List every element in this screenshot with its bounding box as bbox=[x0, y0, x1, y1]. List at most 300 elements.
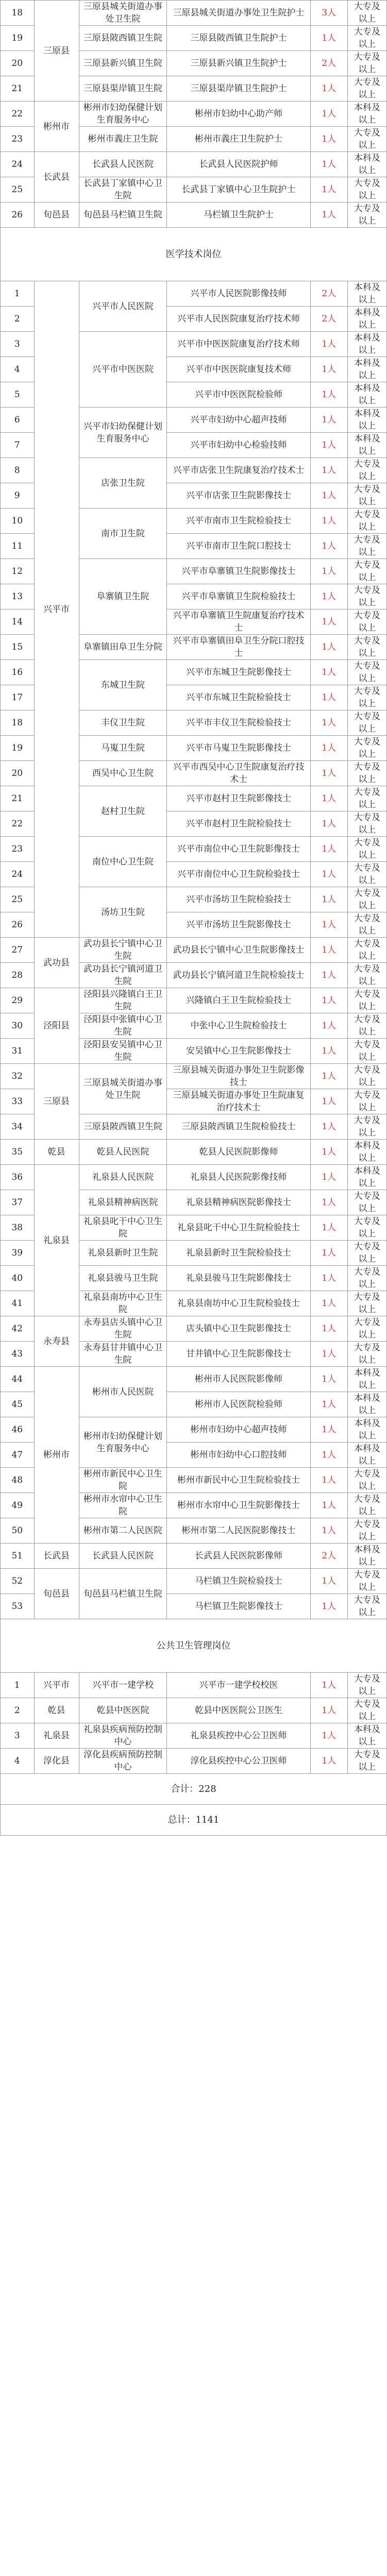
row-number: 4 bbox=[1, 1749, 35, 1774]
post-cell: 三原县城关街道办事处卫生院护士 bbox=[167, 1, 310, 26]
unit-cell: 礼泉县精神病医院 bbox=[79, 1190, 167, 1215]
unit-cell: 泾阳县兴隆镇白王卫生院 bbox=[79, 988, 167, 1013]
row-number: 8 bbox=[1, 458, 35, 483]
unit-cell: 彬州市新民中心卫生院 bbox=[79, 1468, 167, 1493]
row-number: 1 bbox=[1, 281, 35, 307]
row-number: 3 bbox=[1, 332, 35, 357]
headcount-cell: 1人 bbox=[310, 1367, 347, 1392]
row-number: 51 bbox=[1, 1544, 35, 1569]
post-cell: 彬州市人民医院检验师 bbox=[167, 1392, 310, 1417]
county-cell: 乾县 bbox=[34, 1140, 79, 1165]
education-cell: 本科及以上 bbox=[347, 357, 386, 382]
education-cell: 大专及以上 bbox=[347, 1468, 386, 1493]
table-row bbox=[1, 938, 387, 963]
post-cell: 三原县陂西镇卫生院护士 bbox=[167, 26, 310, 51]
county-cell: 彬州市 bbox=[34, 101, 79, 152]
education-cell: 本科及以上 bbox=[347, 1140, 386, 1165]
post-cell: 兴平市丰仪卫生院检验技士 bbox=[167, 710, 310, 736]
row-number: 40 bbox=[1, 1266, 35, 1291]
headcount-cell: 1人 bbox=[310, 534, 347, 559]
education-cell: 大专及以上 bbox=[347, 862, 386, 887]
post-cell: 马栏镇卫生院检验技士 bbox=[167, 1569, 310, 1594]
headcount-cell: 1人 bbox=[310, 177, 347, 202]
education-cell: 本科及以上 bbox=[347, 332, 386, 357]
row-number: 7 bbox=[1, 433, 35, 458]
education-cell: 大专及以上 bbox=[347, 1013, 386, 1039]
row-number: 13 bbox=[1, 584, 35, 609]
county-cell: 兴平市 bbox=[34, 1673, 79, 1698]
headcount-cell: 1人 bbox=[310, 483, 347, 509]
headcount-cell: 1人 bbox=[310, 887, 347, 912]
headcount-cell: 1人 bbox=[310, 685, 347, 710]
headcount-cell: 1人 bbox=[310, 1114, 347, 1140]
row-number: 21 bbox=[1, 786, 35, 811]
education-cell: 大专及以上 bbox=[347, 837, 386, 862]
education-cell: 大专及以上 bbox=[347, 1698, 386, 1723]
post-cell: 兴平市南位中心卫生院检验技士 bbox=[167, 862, 310, 887]
headcount-cell: 1人 bbox=[310, 1140, 347, 1165]
education-cell: 大专及以上 bbox=[347, 811, 386, 837]
row-number: 2 bbox=[1, 1698, 35, 1723]
post-cell: 马栏镇卫生院影像技士 bbox=[167, 1594, 310, 1619]
post-cell: 礼泉县新时卫生院检验技士 bbox=[167, 1241, 310, 1266]
row-number: 47 bbox=[1, 1443, 35, 1468]
row-number: 25 bbox=[1, 177, 35, 202]
section-header-row bbox=[1, 228, 387, 281]
education-cell: 大专及以上 bbox=[347, 1114, 386, 1140]
headcount-cell: 1人 bbox=[310, 332, 347, 357]
unit-cell: 马嵬卫生院 bbox=[79, 736, 167, 761]
row-number: 53 bbox=[1, 1594, 35, 1619]
education-cell: 大专及以上 bbox=[347, 988, 386, 1013]
row-number: 44 bbox=[1, 1367, 35, 1392]
post-cell: 彬州市水帘中心卫生院影像技士 bbox=[167, 1493, 310, 1518]
post-cell: 兴平市东城卫生院影像技士 bbox=[167, 660, 310, 685]
subtotal-row bbox=[1, 1774, 387, 1805]
post-cell: 兴平市赵村卫生院影像技士 bbox=[167, 786, 310, 811]
headcount-cell: 2人 bbox=[310, 281, 347, 307]
row-number: 32 bbox=[1, 1064, 35, 1089]
education-cell: 大专及以上 bbox=[347, 685, 386, 710]
table-row bbox=[1, 281, 387, 307]
county-cell: 旬邑县 bbox=[34, 1569, 79, 1619]
post-cell: 兴平市汤坊卫生院检验技士 bbox=[167, 887, 310, 912]
subtotal-row-text: 合计：228 bbox=[1, 1774, 387, 1805]
table-row bbox=[1, 152, 387, 177]
table-row bbox=[1, 1698, 387, 1723]
education-cell: 大专及以上 bbox=[347, 635, 386, 660]
post-cell: 兴平市中医医院康复技术师 bbox=[167, 357, 310, 382]
county-cell: 旬邑县 bbox=[34, 202, 79, 228]
post-cell: 长武县人民医院影像师 bbox=[167, 1544, 310, 1569]
row-number: 11 bbox=[1, 534, 35, 559]
unit-cell: 彬州市妇幼保健计划生育服务中心 bbox=[79, 1417, 167, 1468]
unit-cell: 西吴中心卫生院 bbox=[79, 761, 167, 786]
unit-cell: 阜寨镇卫生院 bbox=[79, 559, 167, 635]
headcount-cell: 1人 bbox=[310, 635, 347, 660]
post-cell: 兴平市中医医院检验师 bbox=[167, 382, 310, 408]
unit-cell: 兴平市一建学校 bbox=[79, 1673, 167, 1698]
post-cell: 彬州市新民中心卫生院检验技士 bbox=[167, 1468, 310, 1493]
post-cell: 兴平市妇幼中心超声技师 bbox=[167, 408, 310, 433]
row-number: 36 bbox=[1, 1165, 35, 1190]
row-number: 16 bbox=[1, 660, 35, 685]
table-row bbox=[1, 1165, 387, 1190]
row-number: 46 bbox=[1, 1417, 35, 1443]
headcount-cell: 1人 bbox=[310, 1165, 347, 1190]
education-cell: 大专及以上 bbox=[347, 458, 386, 483]
row-number: 43 bbox=[1, 1342, 35, 1367]
education-cell: 大专及以上 bbox=[347, 1, 386, 26]
headcount-cell: 1人 bbox=[310, 1518, 347, 1544]
row-number: 27 bbox=[1, 938, 35, 963]
headcount-cell: 1人 bbox=[310, 1039, 347, 1064]
unit-cell: 三原县城关街道办事处卫生院 bbox=[79, 1, 167, 26]
row-number: 2 bbox=[1, 307, 35, 332]
education-cell: 大专及以上 bbox=[347, 736, 386, 761]
total-row bbox=[1, 1805, 387, 1836]
education-cell: 大专及以上 bbox=[347, 202, 386, 228]
headcount-cell: 1人 bbox=[310, 152, 347, 177]
headcount-cell: 1人 bbox=[310, 609, 347, 635]
education-cell: 大专及以上 bbox=[347, 509, 386, 534]
education-cell: 大专及以上 bbox=[347, 963, 386, 988]
row-number: 33 bbox=[1, 1089, 35, 1114]
post-cell: 安吴镇中心卫生院影像技士 bbox=[167, 1039, 310, 1064]
row-number: 18 bbox=[1, 1, 35, 26]
post-cell: 兴平市东城卫生院检验技士 bbox=[167, 685, 310, 710]
row-number: 10 bbox=[1, 509, 35, 534]
unit-cell: 东城卫生院 bbox=[79, 660, 167, 710]
headcount-cell: 2人 bbox=[310, 51, 347, 76]
row-number: 24 bbox=[1, 152, 35, 177]
table-row bbox=[1, 1316, 387, 1342]
county-cell: 永寿县 bbox=[34, 1316, 79, 1367]
unit-cell: 礼泉县骏马卫生院 bbox=[79, 1266, 167, 1291]
education-cell: 大专及以上 bbox=[347, 76, 386, 101]
unit-cell: 长武县人民医院 bbox=[79, 152, 167, 177]
table-row bbox=[1, 202, 387, 228]
county-cell: 礼泉县 bbox=[34, 1165, 79, 1316]
row-number: 37 bbox=[1, 1190, 35, 1215]
education-cell: 大专及以上 bbox=[347, 660, 386, 685]
headcount-cell: 1人 bbox=[310, 710, 347, 736]
headcount-cell: 3人 bbox=[310, 1, 347, 26]
unit-cell: 彬州市第二人民医院 bbox=[79, 1518, 167, 1544]
unit-cell: 彬州市人民医院 bbox=[79, 1367, 167, 1417]
education-cell: 本科及以上 bbox=[347, 1367, 386, 1392]
row-number: 15 bbox=[1, 635, 35, 660]
education-cell: 大专及以上 bbox=[347, 1493, 386, 1518]
headcount-cell: 1人 bbox=[310, 127, 347, 152]
headcount-cell: 1人 bbox=[310, 1291, 347, 1316]
unit-cell: 兴平市中医医院 bbox=[79, 332, 167, 408]
headcount-cell: 1人 bbox=[310, 26, 347, 51]
education-cell: 大专及以上 bbox=[347, 761, 386, 786]
row-number: 21 bbox=[1, 76, 35, 101]
unit-cell: 彬州市水帘中心卫生院 bbox=[79, 1493, 167, 1518]
post-cell: 长武县丁家镇中心卫生院护士 bbox=[167, 177, 310, 202]
row-number: 20 bbox=[1, 761, 35, 786]
post-cell: 兴平市妇幼中心检验技师 bbox=[167, 433, 310, 458]
post-cell: 礼泉县骏马卫生院影像技士 bbox=[167, 1266, 310, 1291]
headcount-cell: 1人 bbox=[310, 1468, 347, 1493]
row-number: 19 bbox=[1, 26, 35, 51]
headcount-cell: 1人 bbox=[310, 938, 347, 963]
education-cell: 本科及以上 bbox=[347, 1443, 386, 1468]
unit-cell: 汤坊卫生院 bbox=[79, 887, 167, 938]
table-row bbox=[1, 1569, 387, 1594]
education-cell: 大专及以上 bbox=[347, 1190, 386, 1215]
unit-cell: 南位中心卫生院 bbox=[79, 837, 167, 887]
headcount-cell: 1人 bbox=[310, 912, 347, 938]
unit-cell: 礼泉县南坊中心卫生院 bbox=[79, 1291, 167, 1316]
education-cell: 大专及以上 bbox=[347, 1316, 386, 1342]
unit-cell: 乾县人民医院 bbox=[79, 1140, 167, 1165]
row-number: 30 bbox=[1, 1013, 35, 1039]
unit-cell: 武功县长宁镇河道卫生院 bbox=[79, 963, 167, 988]
post-cell: 乾县中医医院公卫医生 bbox=[167, 1698, 310, 1723]
headcount-cell: 1人 bbox=[310, 988, 347, 1013]
post-cell: 彬州市妇幼中心超声技师 bbox=[167, 1417, 310, 1443]
post-cell: 兴隆镇白王卫生院检验技士 bbox=[167, 988, 310, 1013]
education-cell: 大专及以上 bbox=[347, 786, 386, 811]
row-number: 26 bbox=[1, 912, 35, 938]
headcount-cell: 1人 bbox=[310, 811, 347, 837]
post-cell: 三原县陂西镇卫生院检验技士 bbox=[167, 1114, 310, 1140]
post-cell: 乾县人民医院影像师 bbox=[167, 1140, 310, 1165]
headcount-cell: 2人 bbox=[310, 307, 347, 332]
headcount-cell: 1人 bbox=[310, 1241, 347, 1266]
post-cell: 兴平市汤坊卫生院影像技士 bbox=[167, 912, 310, 938]
education-cell: 大专及以上 bbox=[347, 1749, 386, 1774]
county-cell: 长武县 bbox=[34, 1544, 79, 1569]
education-cell: 本科及以上 bbox=[347, 307, 386, 332]
headcount-cell: 1人 bbox=[310, 1392, 347, 1417]
unit-cell: 丰仪卫生院 bbox=[79, 710, 167, 736]
section-header-row bbox=[1, 1619, 387, 1673]
headcount-cell: 1人 bbox=[310, 736, 347, 761]
headcount-cell: 1人 bbox=[310, 862, 347, 887]
unit-cell: 泾阳县安吴镇中心卫生院 bbox=[79, 1039, 167, 1064]
headcount-cell: 1人 bbox=[310, 1013, 347, 1039]
post-cell: 甘井镇中心卫生院影像技士 bbox=[167, 1342, 310, 1367]
post-cell: 兴平市南位中心卫生院影像技士 bbox=[167, 837, 310, 862]
education-cell: 大专及以上 bbox=[347, 1089, 386, 1114]
row-number: 24 bbox=[1, 862, 35, 887]
post-cell: 礼泉县疾控中心公卫医师 bbox=[167, 1723, 310, 1749]
headcount-cell: 1人 bbox=[310, 1723, 347, 1749]
education-cell: 大专及以上 bbox=[347, 1266, 386, 1291]
post-cell: 礼泉县精神病医院影像技士 bbox=[167, 1190, 310, 1215]
headcount-cell: 1人 bbox=[310, 837, 347, 862]
section-title: 公共卫生管理岗位 bbox=[1, 1619, 387, 1673]
row-number: 42 bbox=[1, 1316, 35, 1342]
post-cell: 兴平市阜寨镇卫生院检验技士 bbox=[167, 584, 310, 609]
unit-cell: 旬邑县马栏镇卫生院 bbox=[79, 202, 167, 228]
post-cell: 兴平市一建学校校医 bbox=[167, 1673, 310, 1698]
row-number: 34 bbox=[1, 1114, 35, 1140]
row-number: 9 bbox=[1, 483, 35, 509]
unit-cell: 三原县城关街道办事处卫生院 bbox=[79, 1064, 167, 1114]
headcount-cell: 1人 bbox=[310, 509, 347, 534]
education-cell: 大专及以上 bbox=[347, 127, 386, 152]
headcount-cell: 1人 bbox=[310, 1673, 347, 1698]
headcount-cell: 1人 bbox=[310, 963, 347, 988]
county-cell: 三原县 bbox=[34, 1064, 79, 1140]
post-cell: 彬州市義庄卫生院护士 bbox=[167, 127, 310, 152]
headcount-cell: 1人 bbox=[310, 458, 347, 483]
education-cell: 大专及以上 bbox=[347, 609, 386, 635]
row-number: 12 bbox=[1, 559, 35, 584]
post-cell: 兴平市南市卫生院检验技士 bbox=[167, 509, 310, 534]
unit-cell: 三原县陂西镇卫生院 bbox=[79, 26, 167, 51]
total-row-text: 总计：1141 bbox=[1, 1805, 387, 1836]
unit-cell: 乾县中医医院 bbox=[79, 1698, 167, 1723]
education-cell: 大专及以上 bbox=[347, 559, 386, 584]
post-cell: 彬州市妇幼中心口腔技师 bbox=[167, 1443, 310, 1468]
education-cell: 大专及以上 bbox=[347, 1291, 386, 1316]
education-cell: 本科及以上 bbox=[347, 281, 386, 307]
unit-cell: 兴平市人民医院 bbox=[79, 281, 167, 332]
row-number: 19 bbox=[1, 736, 35, 761]
unit-cell: 淳化县疾病预防控制中心 bbox=[79, 1749, 167, 1774]
row-number: 25 bbox=[1, 887, 35, 912]
row-number: 45 bbox=[1, 1392, 35, 1417]
table-row bbox=[1, 1064, 387, 1089]
headcount-cell: 1人 bbox=[310, 101, 347, 127]
unit-cell: 彬州市義庄卫生院 bbox=[79, 127, 167, 152]
row-number: 1 bbox=[1, 1673, 35, 1698]
headcount-cell: 1人 bbox=[310, 1215, 347, 1241]
table-row bbox=[1, 1749, 387, 1774]
table-row bbox=[1, 1544, 387, 1569]
table-row bbox=[1, 1367, 387, 1392]
positions-table-body bbox=[1, 1, 387, 1836]
education-cell: 本科及以上 bbox=[347, 152, 386, 177]
county-cell: 礼泉县 bbox=[34, 1723, 79, 1749]
education-cell: 本科及以上 bbox=[347, 1723, 386, 1749]
education-cell: 本科及以上 bbox=[347, 1165, 386, 1190]
post-cell: 兴平市马嵬卫生院影像技士 bbox=[167, 736, 310, 761]
education-cell: 大专及以上 bbox=[347, 1039, 386, 1064]
post-cell: 三原县新兴镇卫生院护士 bbox=[167, 51, 310, 76]
county-cell: 彬州市 bbox=[34, 1367, 79, 1544]
row-number: 5 bbox=[1, 382, 35, 408]
headcount-cell: 1人 bbox=[310, 1342, 347, 1367]
row-number: 52 bbox=[1, 1569, 35, 1594]
education-cell: 大专及以上 bbox=[347, 710, 386, 736]
table-row bbox=[1, 1140, 387, 1165]
education-cell: 大专及以上 bbox=[347, 938, 386, 963]
education-cell: 大专及以上 bbox=[347, 1215, 386, 1241]
row-number: 49 bbox=[1, 1493, 35, 1518]
headcount-cell: 1人 bbox=[310, 1417, 347, 1443]
headcount-cell: 1人 bbox=[310, 202, 347, 228]
post-cell: 礼泉县南坊中心卫生院检验技士 bbox=[167, 1291, 310, 1316]
post-cell: 武功县长宁镇河道卫生院检验技士 bbox=[167, 963, 310, 988]
headcount-cell: 1人 bbox=[310, 1749, 347, 1774]
headcount-cell: 1人 bbox=[310, 1316, 347, 1342]
headcount-cell: 1人 bbox=[310, 584, 347, 609]
post-cell: 兴平市人民医院康复治疗技术师 bbox=[167, 307, 310, 332]
post-cell: 礼泉县人民医院影像技师 bbox=[167, 1165, 310, 1190]
post-cell: 礼泉县叱干中心卫生院检验技士 bbox=[167, 1215, 310, 1241]
unit-cell: 永寿县甘井镇中心卫生院 bbox=[79, 1342, 167, 1367]
unit-cell: 礼泉县人民医院 bbox=[79, 1165, 167, 1190]
headcount-cell: 1人 bbox=[310, 408, 347, 433]
education-cell: 本科及以上 bbox=[347, 1417, 386, 1443]
education-cell: 大专及以上 bbox=[347, 1673, 386, 1698]
headcount-cell: 1人 bbox=[310, 786, 347, 811]
education-cell: 本科及以上 bbox=[347, 382, 386, 408]
county-cell: 泾阳县 bbox=[34, 988, 79, 1064]
headcount-cell: 1人 bbox=[310, 1190, 347, 1215]
education-cell: 大专及以上 bbox=[347, 1594, 386, 1619]
post-cell: 兴平市阜寨镇卫生院影像技士 bbox=[167, 559, 310, 584]
row-number: 17 bbox=[1, 685, 35, 710]
row-number: 18 bbox=[1, 710, 35, 736]
post-cell: 马栏镇卫生院护士 bbox=[167, 202, 310, 228]
headcount-cell: 2人 bbox=[310, 1544, 347, 1569]
row-number: 39 bbox=[1, 1241, 35, 1266]
unit-cell: 永寿县店头镇中心卫生院 bbox=[79, 1316, 167, 1342]
post-cell: 三原县渠岸镇卫生院护士 bbox=[167, 76, 310, 101]
post-cell: 兴平市阜寨镇田阜卫生分院口腔技士 bbox=[167, 635, 310, 660]
unit-cell: 三原县渠岸镇卫生院 bbox=[79, 76, 167, 101]
row-number: 20 bbox=[1, 51, 35, 76]
row-number: 22 bbox=[1, 101, 35, 127]
headcount-cell: 1人 bbox=[310, 357, 347, 382]
row-number: 31 bbox=[1, 1039, 35, 1064]
table-row bbox=[1, 1, 387, 26]
education-cell: 本科及以上 bbox=[347, 408, 386, 433]
post-cell: 武功县长宁镇中心卫生院影像技士 bbox=[167, 938, 310, 963]
row-number: 28 bbox=[1, 963, 35, 988]
post-cell: 兴平市店张卫生院影像技士 bbox=[167, 483, 310, 509]
row-number: 3 bbox=[1, 1723, 35, 1749]
education-cell: 大专及以上 bbox=[347, 1064, 386, 1089]
section-title: 医学技术岗位 bbox=[1, 228, 387, 281]
county-cell: 乾县 bbox=[34, 1698, 79, 1723]
education-cell: 大专及以上 bbox=[347, 1518, 386, 1544]
headcount-cell: 1人 bbox=[310, 559, 347, 584]
education-cell: 大专及以上 bbox=[347, 177, 386, 202]
unit-cell: 店张卫生院 bbox=[79, 458, 167, 509]
unit-cell: 三原县新兴镇卫生院 bbox=[79, 51, 167, 76]
row-number: 14 bbox=[1, 609, 35, 635]
education-cell: 大专及以上 bbox=[347, 1241, 386, 1266]
headcount-cell: 1人 bbox=[310, 660, 347, 685]
education-cell: 本科及以上 bbox=[347, 1544, 386, 1569]
post-cell: 兴平市店张卫生院康复治疗技术士 bbox=[167, 458, 310, 483]
headcount-cell: 1人 bbox=[310, 1443, 347, 1468]
unit-cell: 阜寨镇田阜卫生分院 bbox=[79, 635, 167, 660]
headcount-cell: 1人 bbox=[310, 382, 347, 408]
row-number: 26 bbox=[1, 202, 35, 228]
post-cell: 兴平市人民医院影像技师 bbox=[167, 281, 310, 307]
education-cell: 大专及以上 bbox=[347, 887, 386, 912]
row-number: 38 bbox=[1, 1215, 35, 1241]
unit-cell: 彬州市妇幼保健计划生育服务中心 bbox=[79, 101, 167, 127]
education-cell: 本科及以上 bbox=[347, 1392, 386, 1417]
education-cell: 本科及以上 bbox=[347, 433, 386, 458]
post-cell: 中张中心卫生院检验技士 bbox=[167, 1013, 310, 1039]
unit-cell: 泾阳县中张镇中心卫生院 bbox=[79, 1013, 167, 1039]
row-number: 29 bbox=[1, 988, 35, 1013]
headcount-cell: 1人 bbox=[310, 1064, 347, 1089]
row-number: 48 bbox=[1, 1468, 35, 1493]
